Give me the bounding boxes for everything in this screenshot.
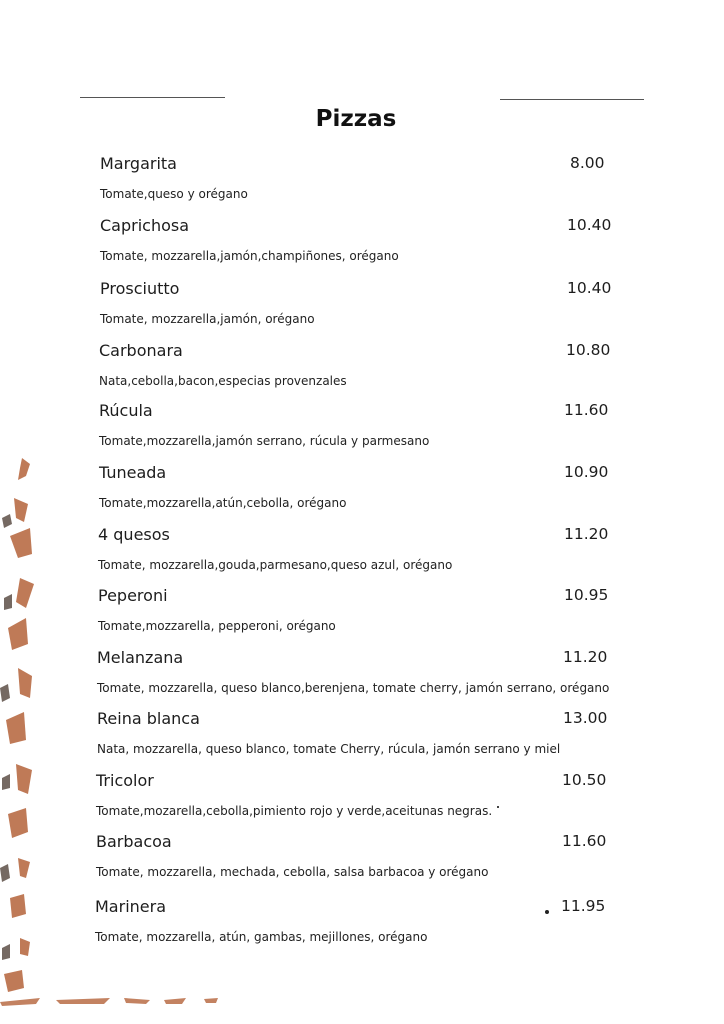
- menu-item-price: 10.40: [567, 216, 612, 234]
- menu-item-price: 10.90: [564, 463, 609, 481]
- menu-item-description: Tomate,mozzarella, pepperoni, orégano: [98, 619, 336, 633]
- menu-item-name: Peperoni: [98, 586, 168, 605]
- menu-item-description: Tomate, mozzarella, queso blanco,berenjena, tomate cherry, jamón serrano, orégano: [97, 681, 610, 695]
- menu-item-name: Barbacoa: [96, 832, 172, 851]
- menu-item-price: 10.50: [562, 771, 607, 789]
- menu-item-price: 11.60: [564, 401, 609, 419]
- menu-item-description: Tomate,mozzarella,jamón serrano, rúcula y parmesano: [99, 434, 430, 448]
- menu-item-description: Nata, mozzarella, queso blanco, tomate Cherry, rúcula, jamón serrano y miel: [97, 742, 561, 756]
- menu-item-price: 11.60: [562, 832, 607, 850]
- menu-item-name: Prosciutto: [100, 279, 180, 298]
- menu-item-price: 13.00: [563, 709, 608, 727]
- menu-item-price: 11.95: [561, 897, 606, 915]
- menu-title: Pizzas: [315, 106, 397, 132]
- menu-item-price: 10.40: [567, 279, 612, 297]
- marker-dot: [545, 910, 549, 914]
- torn-edge-decoration-left: [0, 458, 36, 998]
- menu-item-price: 10.95: [564, 586, 609, 604]
- menu-item-price: 10.80: [566, 341, 611, 359]
- menu-item-description: Tomate,mozarella,cebolla,pimiento rojo y verde,aceitunas negras.: [96, 804, 493, 818]
- menu-item-name: 4 quesos: [98, 525, 170, 544]
- menu-item-description: Tomate, mozzarella,jamón, orégano: [100, 312, 315, 326]
- menu-item-name: Melanzana: [97, 648, 184, 667]
- menu-item-name: Margarita: [100, 154, 177, 173]
- menu-item-name: Reina blanca: [97, 709, 200, 728]
- menu-item-description: Nata,cebolla,bacon,especias provenzales: [99, 374, 347, 388]
- menu-item-name: Rúcula: [99, 401, 153, 420]
- menu-item-price: 11.20: [563, 648, 608, 666]
- menu-item-description: Tomate,mozzarella,atún,cebolla, orégano: [99, 496, 347, 510]
- menu-item-name: Tuneada: [99, 463, 167, 482]
- torn-edge-decoration-bottom: [0, 994, 260, 1008]
- top-rule-left: [80, 97, 225, 98]
- menu-item-description: Tomate,queso y orégano: [100, 187, 248, 201]
- menu-item-price: 8.00: [570, 154, 605, 172]
- menu-item-name: Carbonara: [99, 341, 183, 360]
- menu-item-name: Caprichosa: [100, 216, 190, 235]
- menu-item-name: Marinera: [95, 897, 166, 916]
- menu-item-description: Tomate, mozzarella,gouda,parmesano,queso azul, orégano: [98, 558, 453, 572]
- menu-item-description: Tomate, mozzarella, atún, gambas, mejillones, orégano: [95, 930, 428, 944]
- menu-item-description: Tomate, mozzarella,jamón,champiñones, orégano: [100, 249, 399, 263]
- menu-item-name: Tricolor: [96, 771, 154, 790]
- top-rule-right: [500, 99, 644, 100]
- menu-item-price: 11.20: [564, 525, 609, 543]
- menu-item-description: Tomate, mozzarella, mechada, cebolla, salsa barbacoa y orégano: [96, 865, 489, 879]
- stray-mark: [497, 806, 499, 808]
